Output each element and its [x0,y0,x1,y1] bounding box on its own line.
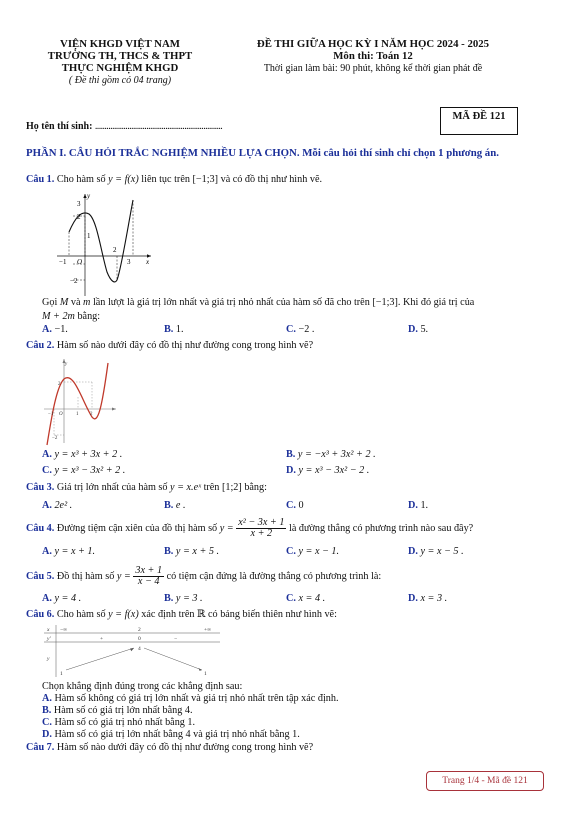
q2-graph-tm2: −2 [52,436,58,441]
q6-text-b: xác định trên [141,609,195,620]
q1-text-b: liên tục trên [141,174,190,185]
q5-option-a-label: A. [42,593,52,604]
q5-option-d-value: x = 3 . [420,593,448,604]
q1-option-a-value: −1. [54,324,68,335]
exam-subject: Môn thi: Toán 12 [333,50,413,62]
q3-option-d-value: 1. [420,500,429,511]
q4-option-d-value: y = x − 5 . [420,546,464,557]
q6-option-b-value: Hàm số có giá trị lớn nhất bằng 4. [53,705,193,716]
q3-stem [26,482,267,494]
q6-table-one-right: 1 [204,671,207,677]
q1-M: M [59,297,69,308]
q2-option-d-value: y = x³ − 3x² − 2 . [298,465,370,476]
q1-graph-tm1: −1 [59,258,67,266]
q5-option-c-label: C. [286,593,296,604]
q6-table-minus: − [174,636,178,642]
q2-option-d[interactable] [286,465,369,477]
q2-graph [42,357,118,447]
q4-option-b[interactable] [164,546,219,558]
candidate-name-row [26,121,222,132]
q4-stem [26,517,473,541]
q5-option-a-value: y = 4 . [54,593,82,604]
exam-time-note: Thời gian làm bài: 90 phút, không kể thời gian phát đề [263,63,483,74]
q5-option-d-label: D. [408,593,418,604]
exam-code-box: MÃ ĐỀ 121 [440,107,518,135]
q2-stem [26,340,313,352]
q1-interval: [−1;3] [192,174,219,185]
q5-option-b-value: y = 3 . [175,593,203,604]
q5-text-a: Đồ thị hàm số [56,571,115,582]
q5-denominator: x − 4 [137,576,160,588]
q1-m: m [83,297,91,308]
q5-option-c[interactable] [286,593,325,605]
q6-option-d[interactable] [42,729,300,741]
q1-line2a: Gọi [42,297,58,308]
pages-note: ( Đề thi gồm có 04 trang) [68,75,172,86]
q1-graph-t3: 3 [77,200,81,208]
q6-option-c[interactable] [42,717,195,729]
q1-line3 [42,311,100,323]
q1-fx: y = f(x) [108,174,139,185]
q1-expr-tail: bằng: [77,311,101,322]
q4-option-a[interactable] [42,546,95,558]
q3-option-b[interactable] [164,500,186,512]
q5-numerator: 3x + 1 [135,565,163,577]
q4-denominator: x + 2 [250,528,273,540]
q5-option-c-value: x = 4 . [298,593,326,604]
q5-stem [26,565,381,589]
q2-graph-o: O [59,412,63,417]
q3-label: Câu 3. [26,482,55,493]
q2-option-c-label: C. [42,465,52,476]
q3-option-c[interactable] [286,500,304,512]
q3-option-a-label: A. [42,500,52,511]
q6-table-minf: −∞ [60,627,68,633]
q6-text-a: Cho hàm số [56,609,106,620]
q6-variation-table [42,624,222,678]
q1-stem [26,174,322,186]
q3-option-a[interactable] [42,500,72,512]
q4-option-d[interactable] [408,546,464,558]
q2-graph-x2: 2 [90,412,93,417]
q4-y-eq: y = [219,523,234,534]
q1-graph-t1: 1 [87,232,91,240]
q6-set: ℝ [197,609,206,620]
q2-option-a-label: A. [42,449,52,460]
exam-title: ĐỀ THI GIỮA HỌC KỲ I NĂM HỌC 2024 - 2025 [256,38,490,50]
q6-prompt [42,681,242,693]
q2-option-c[interactable] [42,465,125,477]
q3-text-a: Giá trị lớn nhất của hàm số [56,482,168,493]
q4-fraction [236,518,286,539]
q2-graph-x1: 1 [76,412,79,417]
q3-option-d[interactable] [408,500,428,512]
q5-label: Câu 5. [26,571,55,582]
q6-table-yp: y' [47,636,51,642]
q6-fx: y = f(x) [108,609,139,620]
q3-option-a-value: 2e² . [54,500,73,511]
q2-label: Câu 2. [26,340,55,351]
q4-label: Câu 4. [26,523,55,534]
q6-option-a-value: Hàm số không có giá trị lớn nhất và giá trị nhỏ nhất trên tập xác định. [54,693,339,704]
q5-text-b: có tiệm cận đứng là đường thẳng có phương trình là: [166,571,382,582]
q6-option-a-label: A. [42,693,52,704]
org-line1: VIỆN KHGD VIỆT NAM [60,38,180,50]
q1-graph-xlabel: x [146,258,150,266]
q3-text-c: bằng: [244,482,267,493]
q6-option-d-label: D. [42,729,52,740]
q6-table-four: 4 [138,646,141,652]
q6-table-two: 2 [138,627,141,633]
q6-table-one-left: 1 [60,671,63,677]
q1-line2e: . Khi đó giá trị của [397,297,475,308]
q6-option-a[interactable] [42,693,339,705]
q5-fraction [133,566,164,587]
q4-option-b-value: y = x + 5 . [175,546,220,557]
q5-option-b[interactable] [164,593,203,605]
q1-label: Câu 1. [26,174,55,185]
q1-text-c: và có đồ thị như hình vẽ. [220,174,323,185]
q1-option-a[interactable] [42,324,68,336]
q4-option-d-label: D. [408,546,418,557]
candidate-name-dots: ................................................................... [94,121,223,132]
q3-option-b-label: B. [164,500,174,511]
q3-option-b-value: e . [175,500,186,511]
q4-option-a-label: A. [42,546,52,557]
q7-text: Hàm số nào dưới đây có đồ thị như đường cong trong hình vẽ? [56,742,314,753]
q1-graph-ylabel: y [87,192,91,200]
q6-table-pinf: +∞ [204,627,212,633]
q2-graph-tm1: −1 [48,412,54,417]
q5-option-a[interactable] [42,593,81,605]
q6-label: Câu 6. [26,609,55,620]
q6-option-b[interactable] [42,705,193,717]
q2-option-b[interactable] [286,449,376,461]
q2-graph-y: y [65,362,68,367]
q6-option-c-label: C. [42,717,52,728]
q1-option-d-value: 5. [420,324,429,335]
q4-option-c[interactable] [286,546,339,558]
q1-option-c-label: C. [286,324,296,335]
q1-graph-origin: O [77,258,83,266]
q1-option-a-label: A. [42,324,52,335]
q2-option-c-value: y = x³ − 3x² + 2 . [54,465,126,476]
q1-line2b: và [70,297,81,308]
q1-graph-t2: 2 [77,213,81,221]
q2-option-b-value: y = −x³ + 3x² + 2 . [297,449,376,460]
q1-line2c: lần lượt là giá trị lớn nhất và giá trị nhỏ nhất của hàm số đã cho trên [92,297,370,308]
org-line2: TRƯỜNG TH, THCS & THPT [47,50,193,62]
q4-text-b: là đường thẳng có phương trình nào sau đây? [288,523,474,534]
q5-option-d[interactable] [408,593,447,605]
q2-graph-t2: 2 [58,382,61,387]
q3-option-c-value: 0 [298,500,304,511]
q1-option-d[interactable] [408,324,428,336]
q1-line2 [42,297,474,309]
q5-y-eq: y = [116,571,131,582]
q1-option-b-value: 1. [175,324,184,335]
q6-option-b-label: B. [42,705,52,716]
q1-text-a: Cho hàm số [56,174,106,185]
q6-table-zero: 0 [138,636,141,642]
q2-option-a-value: y = x³ + 3x + 2 . [54,449,123,460]
q3-option-c-label: C. [286,500,296,511]
q3-option-d-label: D. [408,500,418,511]
q1-graph-x3: 3 [127,258,131,266]
q4-option-c-value: y = x − 1. [298,546,340,557]
q7-stem [26,742,313,754]
q4-option-a-value: y = x + 1. [54,546,96,557]
q2-option-d-label: D. [286,465,296,476]
q1-graph-ym2: −2 [70,277,78,285]
q3-interval: [1;2] [221,482,242,493]
q1-expr: M + 2m [42,311,75,322]
q3-func: y = x.eˣ [170,482,202,493]
q1-option-b-label: B. [164,324,174,335]
q5-option-b-label: B. [164,593,174,604]
q3-text-b: trên [203,482,220,493]
q2-text: Hàm số nào dưới đây có đồ thị như đường cong trong hình vẽ? [56,340,314,351]
q7-label: Câu 7. [26,742,55,753]
q6-prompt-text: Chọn khẳng định đúng trong các khẳng định sau: [42,681,243,692]
org-line3: THỰC NGHIỆM KHGD [61,62,179,74]
q4-option-b-label: B. [164,546,174,557]
q2-option-b-label: B. [286,449,296,460]
q4-option-c-label: C. [286,546,296,557]
q6-stem [26,609,337,621]
q4-text-a: Đường tiệm cận xiên của đồ thị hàm số [56,523,218,534]
page-footer-badge: Trang 1/4 - Mã đề 121 [426,771,544,791]
q6-table-x: x [47,627,50,633]
q6-option-d-value: Hàm số có giá trị lớn nhất bằng 4 và giá trị nhỏ nhất bằng 1. [54,729,300,740]
q1-line2d: [−1;3] [372,297,398,308]
q4-numerator: x² − 3x + 1 [238,517,285,529]
candidate-name-label: Họ tên thí sinh: [26,121,93,132]
q2-option-a[interactable] [42,449,122,461]
q1-graph [55,192,155,302]
q1-option-b[interactable] [164,324,184,336]
q1-option-d-label: D. [408,324,418,335]
q1-graph-x2: 2 [113,246,117,254]
q1-option-c-value: −2 . [298,324,315,335]
q6-table-plus: + [100,636,104,642]
q6-table-y: y [47,656,50,662]
q1-option-c[interactable] [286,324,314,336]
part1-title: PHẦN I. CÂU HỎI TRẮC NGHIỆM NHIỀU LỰA CHỌN. Mỗi câu hỏi thí sinh chỉ chọn 1 phương án. [26,147,499,159]
q6-text-c: có bảng biến thiên như hình vẽ: [208,609,337,620]
q6-option-c-value: Hàm số có giá trị nhỏ nhất bằng 1. [54,717,196,728]
